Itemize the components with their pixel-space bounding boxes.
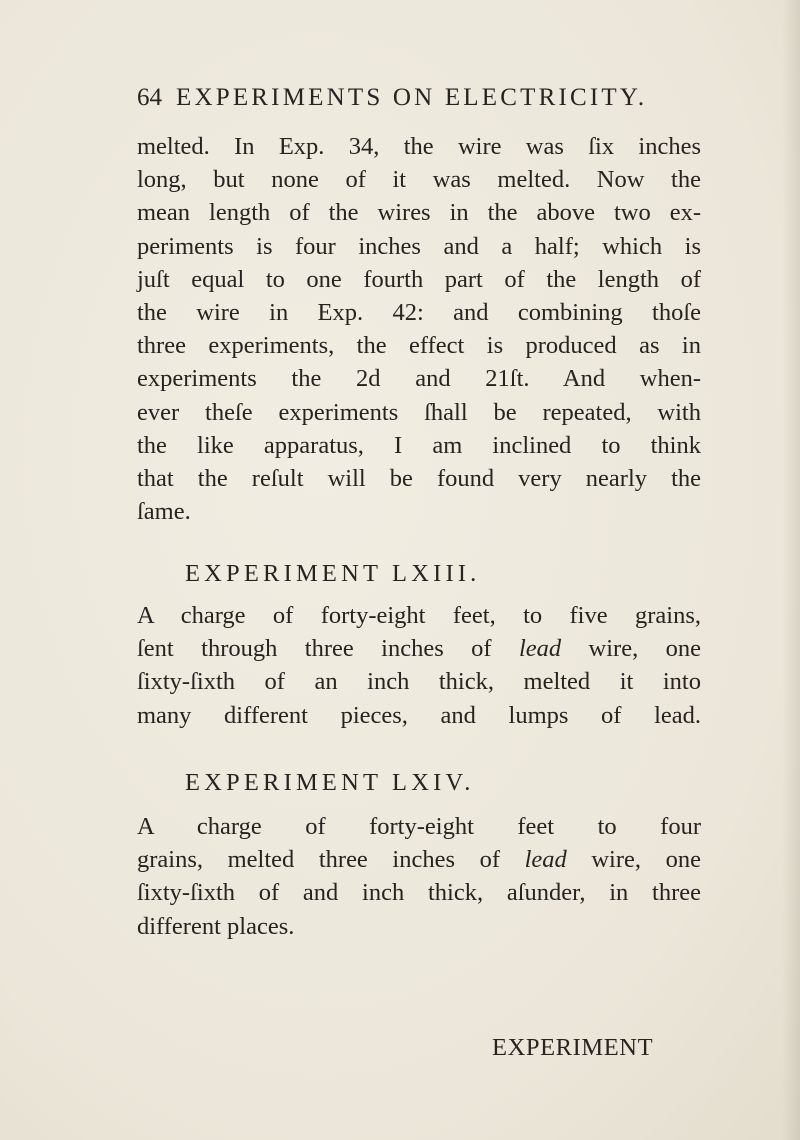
experiment-lxiv-text (137, 810, 701, 943)
text-line: ſixty-ſixth of an inch thick, melted it into (137, 668, 701, 696)
text-line: many different pieces, and lumps of lead. (137, 701, 701, 729)
text-line: the like apparatus, I am inclined to think (137, 431, 701, 459)
text-line: the wire in Exp. 42: and combining thoſe (137, 299, 701, 327)
text-line: long, but none of it was melted. Now the (137, 166, 701, 194)
italic-word: lead (518, 635, 562, 663)
text-line: ever theſe experiments ſhall be repeated, with (137, 398, 701, 426)
running-header (137, 84, 677, 112)
text-line: experiments the 2d and 21ſt. And when- (137, 365, 701, 393)
text-line: that the reſult will be found very nearly the (137, 465, 701, 493)
text-line: mean length of the wires in the above two ex- (137, 199, 701, 227)
text-line: A charge of forty-eight feet to four (137, 813, 701, 840)
text-line: grains, melted three inches of lead wire, one (137, 846, 701, 874)
italic-word: lead (524, 846, 567, 874)
text-line: periments is four inches and a half; which is (137, 232, 701, 260)
text-line: A charge of forty-eight feet, to five grains, (137, 602, 701, 629)
text-line: melted. In Exp. 34, the wire was ſix inches (137, 133, 701, 160)
running-title: EXPERIMENTS ON ELECTRICITY. (176, 84, 648, 111)
experiment-lxiii-heading: EXPERIMENT LXIII. (185, 560, 481, 587)
experiment-lxiii-text (137, 599, 701, 732)
page-number: 64 (137, 84, 162, 111)
catchword: EXPERIMENT (492, 1034, 654, 1061)
paragraph-continuation (137, 130, 701, 528)
experiment-lxiv-heading: EXPERIMENT LXIV. (185, 769, 475, 796)
text-line: three experiments, the effect is produced as in (137, 332, 701, 360)
page-edge-shadow (782, 0, 800, 1140)
text-line: ſent through three inches of lead wire, one (137, 635, 701, 663)
text-line: ſixty-ſixth of and inch thick, aſunder, in three (137, 879, 701, 907)
text-line: different places. (137, 912, 295, 940)
text-line: juſt equal to one fourth part of the length of (137, 265, 701, 293)
text-line: ſame. (137, 498, 191, 526)
